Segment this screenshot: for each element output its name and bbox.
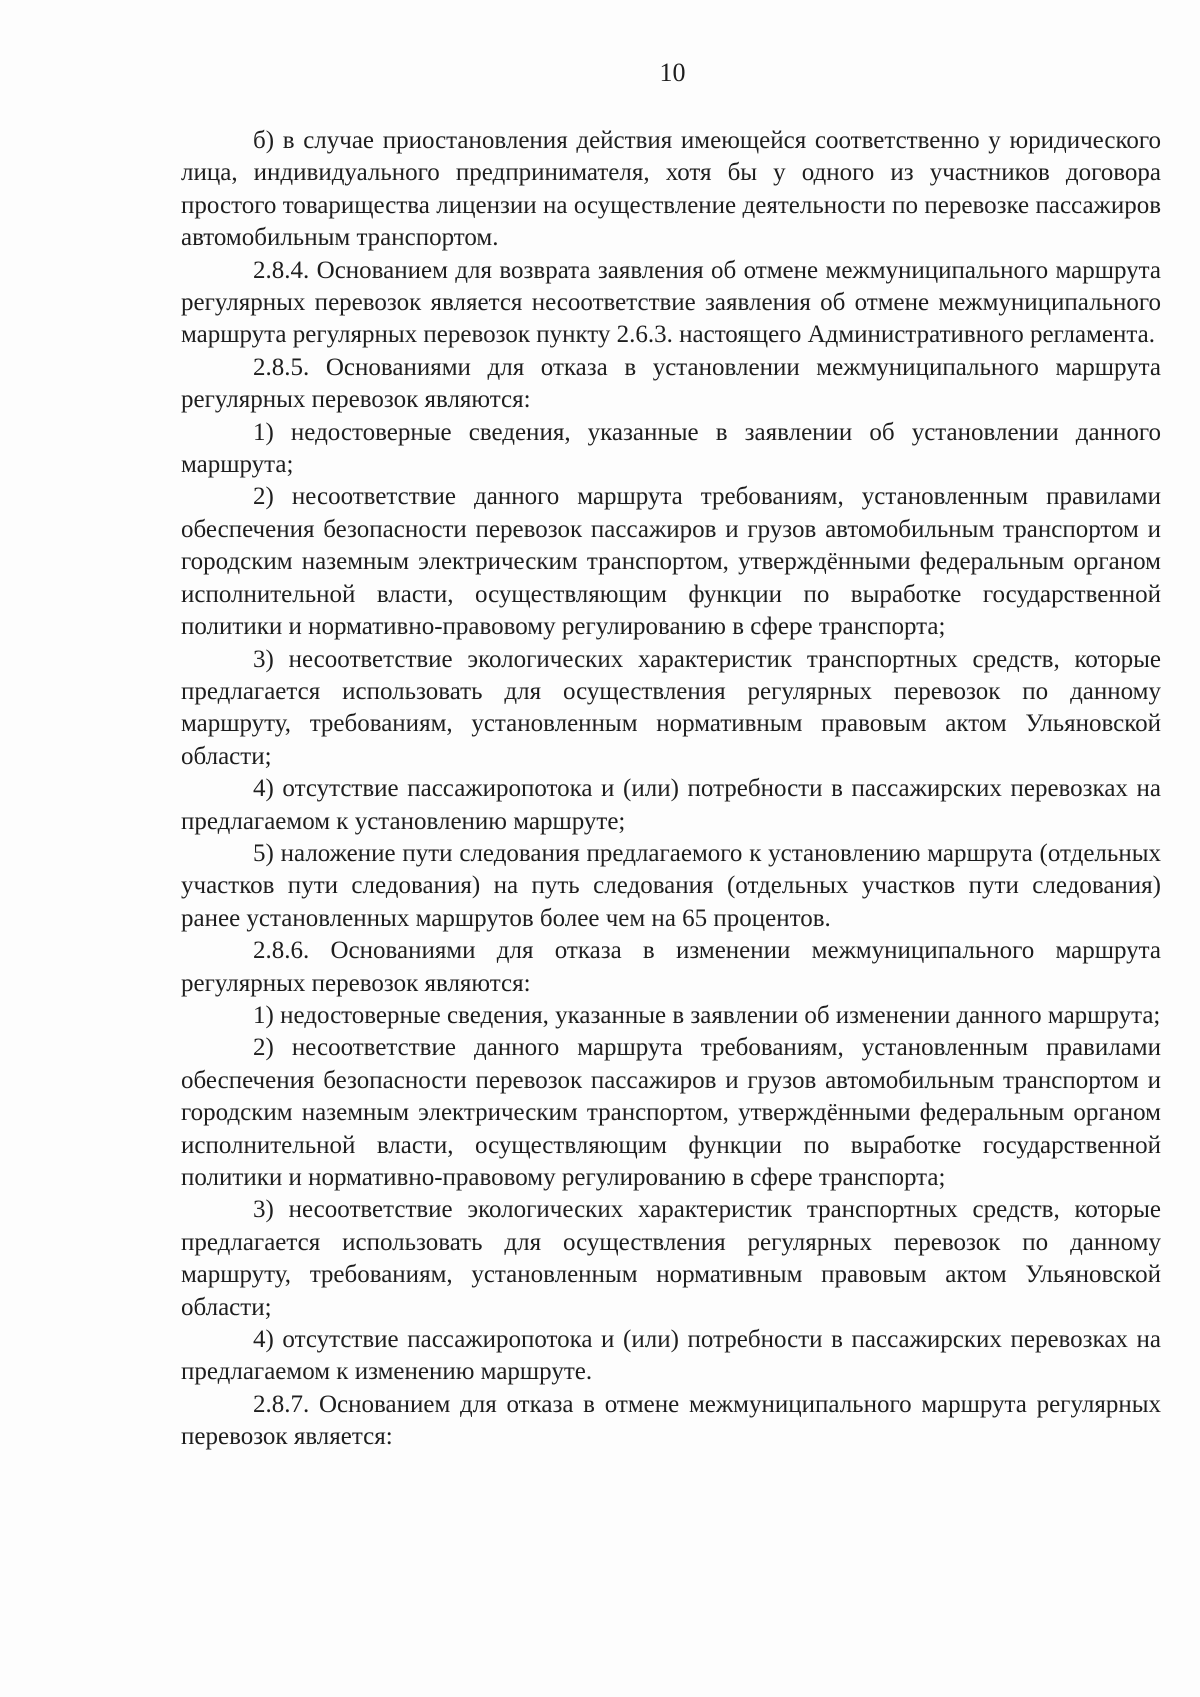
paragraph-2-8-5-item-1: 1) недостоверные сведения, указанные в заявлении об установлении данного маршрута; [181, 418, 1161, 479]
document-body [181, 125, 1161, 1454]
paragraph-2-8-5-item-2: 2) несоответствие данного маршрута требованиям, установленным правилами обеспечения безопасности перевозок пассажиров и грузов автомобильным транспортом и городским наземным электрическим транспортом, утверждёнными федеральным органом исполнительной власти, осуществляющим функции по выработке государственной политики и нормативно-правовому регулированию в сфере транспорта; [181, 483, 1161, 641]
page-number: 10 [659, 58, 686, 87]
paragraph-b-license-suspension: б) в случае приостановления действия имеющейся соответственно у юридического лица, индивидуального предпринимателя, хотя бы у одного из участников договора простого товарищества лицензии на осуществление деятельности по перевозке пассажиров автомобильным транспортом. [181, 127, 1161, 252]
paragraph-2-8-6-item-1: 1) недостоверные сведения, указанные в заявлении об изменении данного маршрута; [253, 1001, 1161, 1029]
paragraph-2-8-6-item-3: 3) несоответствие экологических характеристик транспортных средств, которые предлагается использовать для осуществления регулярных перевозок по данному маршруту, требованиям, установленным нормативным правовым актом Ульяновской области; [181, 1196, 1161, 1321]
paragraph-2-8-5-item-3: 3) несоответствие экологических характеристик транспортных средств, которые предлагается использовать для осуществления регулярных перевозок по данному маршруту, требованиям, установленным нормативным правовым актом Ульяновской области; [181, 645, 1161, 770]
paragraph-2-8-6: 2.8.6. Основаниями для отказа в изменении межмуниципального маршрута регулярных перевозок являются: [181, 937, 1161, 997]
paragraph-2-8-6-item-2: 2) несоответствие данного маршрута требованиям, установленным правилами обеспечения безопасности перевозок пассажиров и грузов автомобильным транспортом и городским наземным электрическим транспортом, утверждёнными федеральным органом исполнительной власти, осуществляющим функции по выработке государственной политики и нормативно-правовому регулированию в сфере транспорта; [181, 1034, 1161, 1191]
paragraph-2-8-5: 2.8.5. Основаниями для отказа в установлении межмуниципального маршрута регулярных перевозок являются: [181, 353, 1161, 414]
paragraph-2-8-4: 2.8.4. Основанием для возврата заявления об отмене межмуниципального маршрута регулярных перевозок является несоответствие заявления об отмене межмуниципального маршрута регулярных перевозок пункту 2.6.3. настоящего Административного регламента. [181, 256, 1161, 349]
paragraph-2-8-5-item-4: 4) отсутствие пассажиропотока и (или) потребности в пассажирских перевозках на предлагаемом к установлению маршруте; [181, 775, 1161, 835]
paragraph-2-8-5-item-5: 5) наложение пути следования предлагаемого к установлению маршрута (отдельных участков пути следования) на путь следования (отдельных участков пути следования) ранее установленных маршрутов более чем на 65 процентов. [181, 839, 1161, 932]
paragraph-2-8-7: 2.8.7. Основанием для отказа в отмене межмуниципального маршрута регулярных перевозок является: [181, 1390, 1161, 1451]
paragraph-2-8-6-item-4: 4) отсутствие пассажиропотока и (или) потребности в пассажирских перевозках на предлагаемом к изменению маршруте. [181, 1326, 1161, 1386]
